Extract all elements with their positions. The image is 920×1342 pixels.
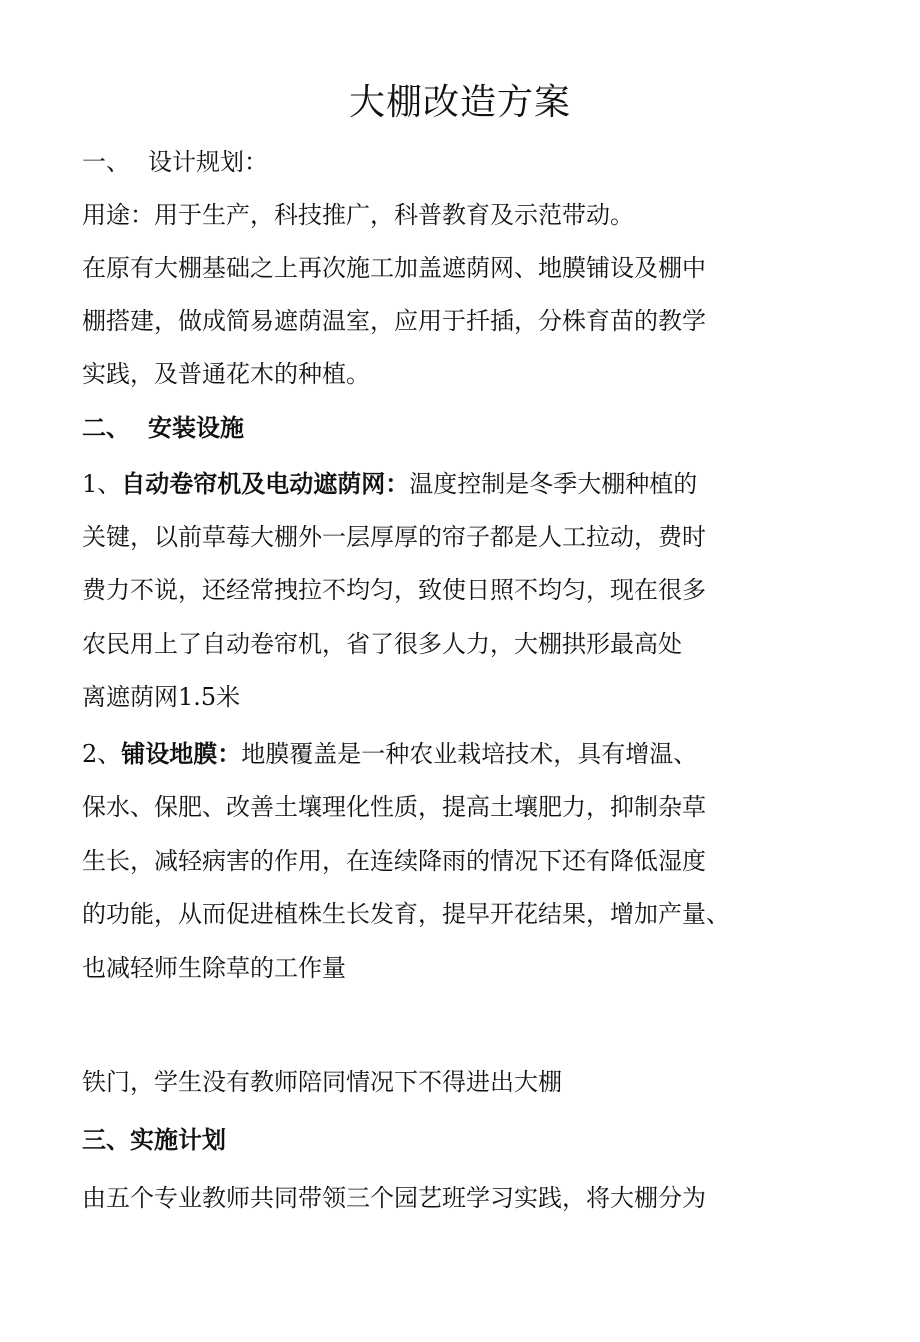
item-1-line-2: 关键，以前草莓大棚外一层厚厚的帘子都是人工拉动，费时 (82, 523, 706, 551)
purpose-line: 用途：用于生产，科技推广，科普教育及示范带动。 (82, 201, 634, 229)
item-2-line-1-text: 地膜覆盖是一种农业栽培技术，具有增温、 (241, 740, 698, 768)
item-1-line-1 (82, 468, 697, 500)
section-3-heading: 三、实施计划 (82, 1125, 226, 1154)
section-2-title: 安装设施 (148, 413, 244, 442)
item-2-bold-title: 铺设地膜： (121, 739, 242, 768)
item-2-line-5: 也减轻师生除草的工作量 (82, 954, 346, 982)
item-2-line-1 (82, 738, 697, 770)
plan-para-line-3: 实践，及普通花木的种植。 (82, 360, 370, 388)
iron-gate-line: 铁门，学生没有教师陪同情况下不得进出大棚 (82, 1068, 562, 1096)
item-2-line-4: 的功能，从而促进植株生长发育，提早开花结果，增加产量、 (82, 900, 730, 928)
item-2-line-3: 生长，减轻病害的作用，在连续降雨的情况下还有降低湿度 (82, 847, 706, 875)
plan-para-line-1: 在原有大棚基础之上再次施工加盖遮荫网、地膜铺设及棚中 (82, 254, 706, 282)
item-1-line-4: 农民用上了自动卷帘机，省了很多人力，大棚拱形最高处 (82, 630, 682, 658)
item-1-number: 1、 (82, 470, 122, 498)
plan-para-line-2: 棚搭建，做成简易遮荫温室，应用于扦插，分株育苗的教学 (82, 307, 706, 335)
item-1-line-1-text: 温度控制是冬季大棚种植的 (409, 470, 698, 498)
page-title: 大棚改造方案 (348, 82, 571, 123)
implementation-line-1: 由五个专业教师共同带领三个园艺班学习实践，将大棚分为 (82, 1184, 706, 1212)
item-1-bold-title: 自动卷帘机及电动遮荫网： (121, 469, 410, 498)
item-1-line-5: 离遮荫网1.5米 (82, 683, 241, 711)
section-1-title: 设计规划： (148, 148, 268, 176)
section-1-number: 一、 (82, 148, 130, 176)
item-2-number: 2、 (82, 740, 122, 768)
section-2-heading (82, 412, 244, 444)
item-1-line-3: 费力不说，还经常拽拉不均匀，致使日照不均匀，现在很多 (82, 576, 706, 604)
section-1-heading (82, 146, 268, 178)
item-2-line-2: 保水、保肥、改善土壤理化性质，提高土壤肥力，抑制杂草 (82, 793, 706, 821)
section-2-number: 二、 (82, 413, 130, 442)
